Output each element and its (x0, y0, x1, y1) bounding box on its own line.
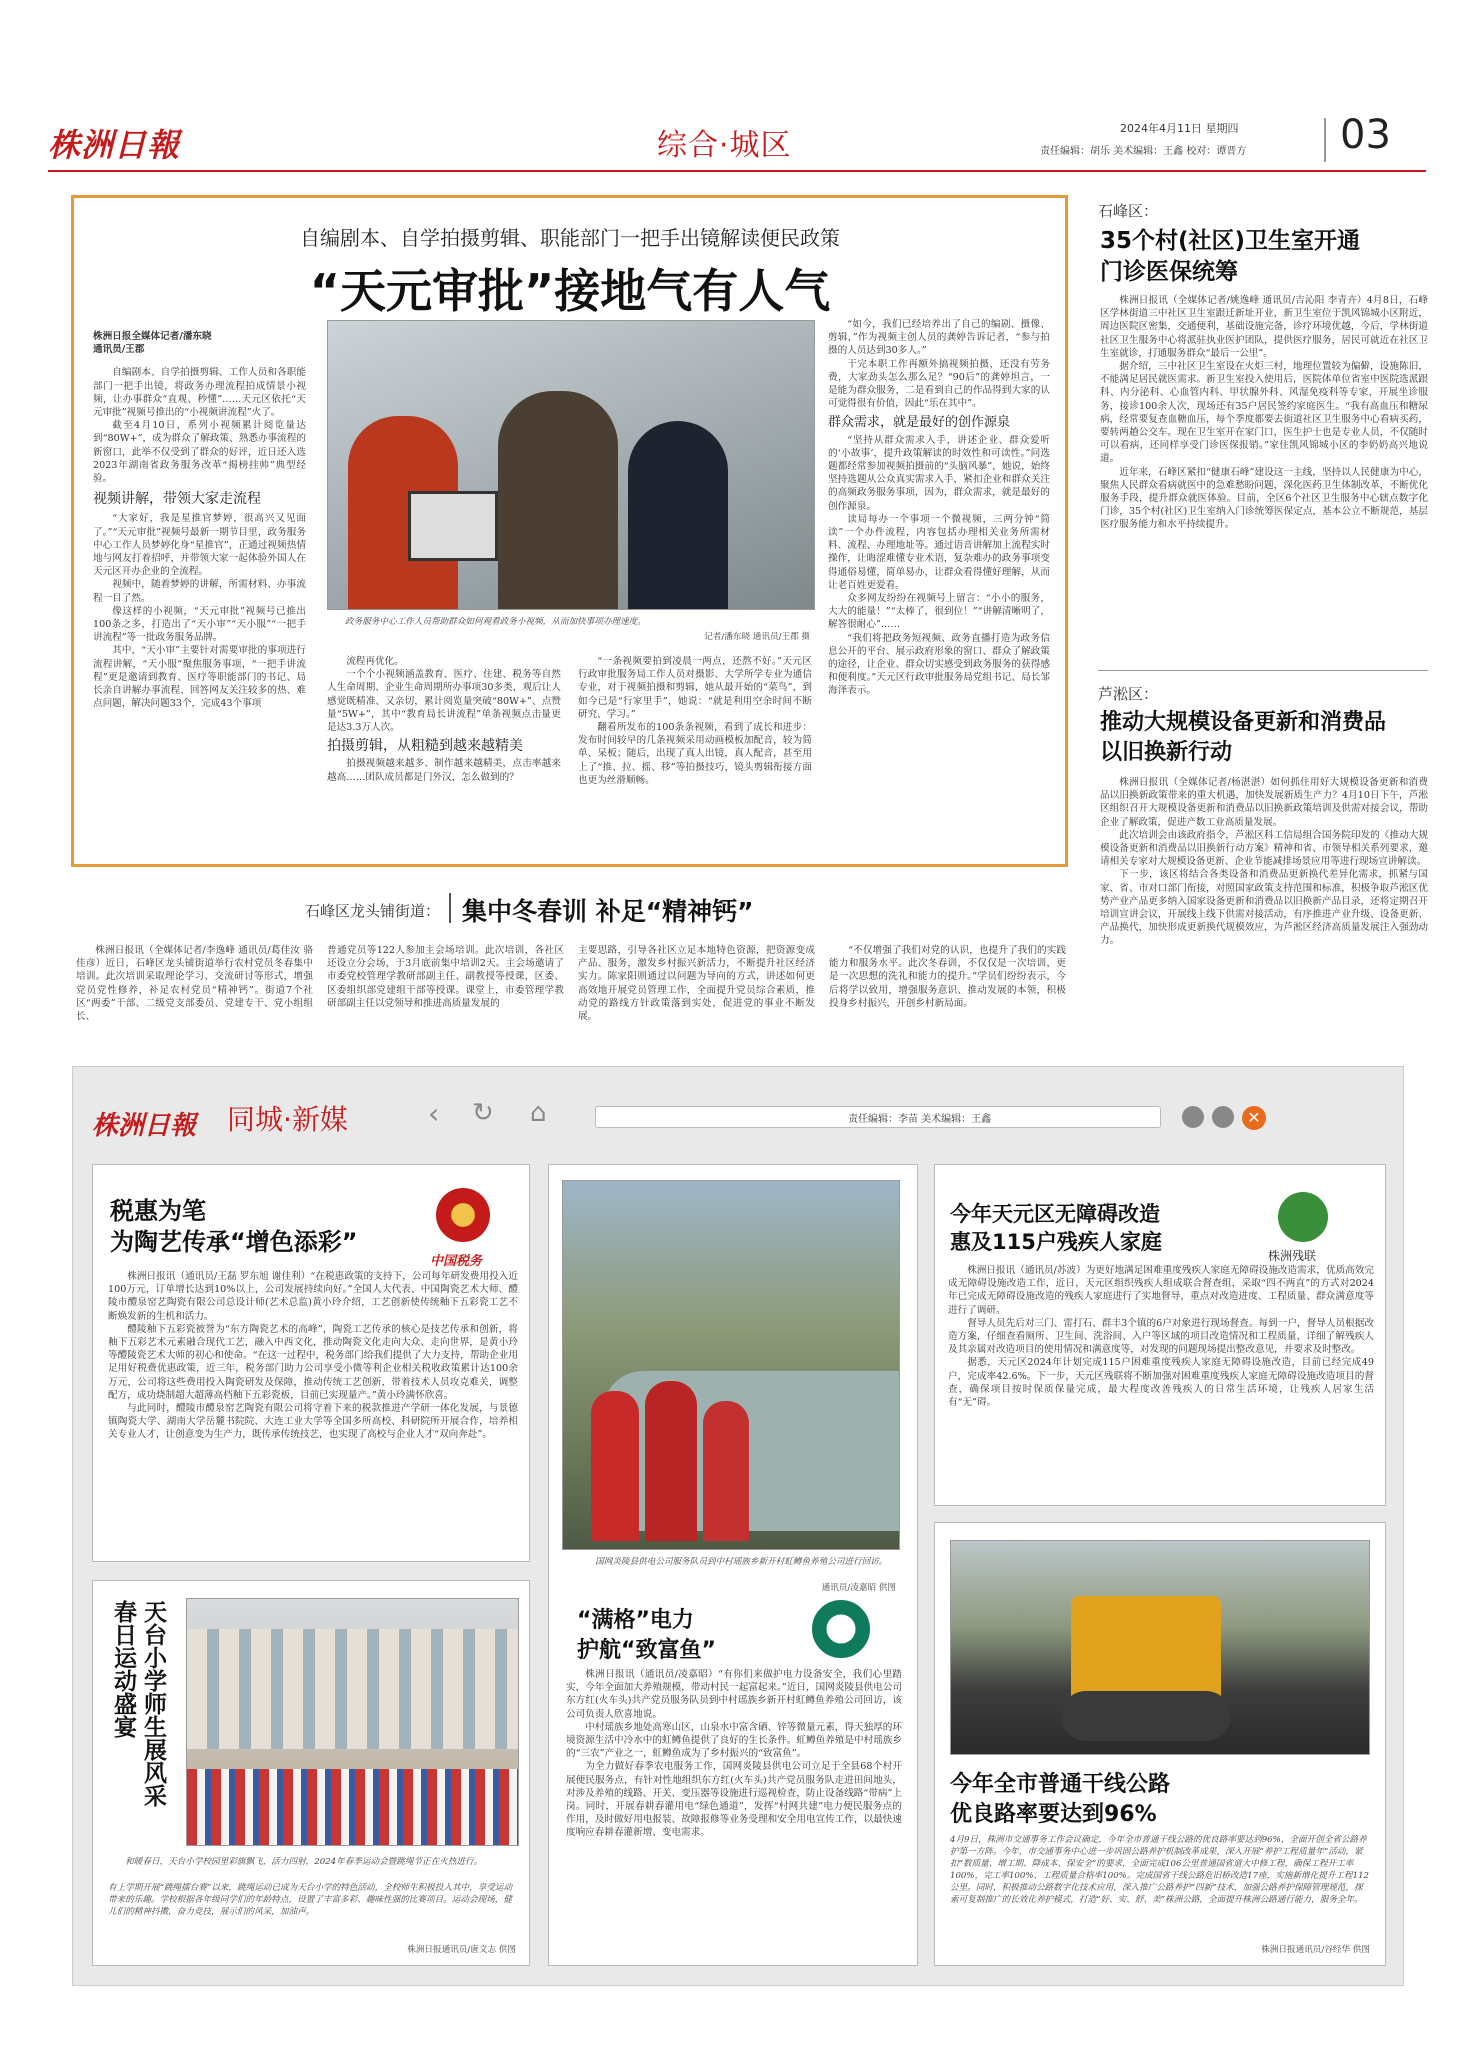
lead-photo-credit: 记者/潘东晓 通讯员/王郡 摄 (704, 632, 810, 642)
disabled-paragraph: 株洲日报讯（通讯员/苏波）为更好地满足困难重度残疾人家庭无障碍设施改造需求，优质高效完成无障碍设施改造工作，近日，天元区组织残疾人组成联合督查组，采取“四不两直”的方式对2024年已完成无障碍设施改造的残疾人家庭进行了实地督导，重点对改造进度、工程质量、群众满意度等进行了调研。 (948, 1265, 1374, 1316)
lead-paragraph: “坚持从群众需求入手，讲述企业、群众爱听的‘小故事’，提升政策解读的时效性和可读性。”问选题都经常参加视频拍摄前的“头脑风暴”，她说，始终坚持选题从公众真实需求入手，紧扣企业和群众关注的高频政务服务事项，因为，群众需求，就是最好的创作源泉。 (828, 434, 1050, 512)
lead-paragraph: “如今，我们已经培养出了自己的编剧、摄像、剪辑，”作为视频主创人员的龚婷告诉记者，“参与拍摄的人员达到30多人。” (828, 319, 1050, 357)
tax-logo-text: 中国税务 (430, 1254, 483, 1269)
longtou-col-1: 株洲日报讯（全媒体记者/李逸峰 通讯员/葛佳汝 骆佳彦）近日，石峰区龙头铺街道举行农村党员冬春集中培训。此次培训采取理论学习、交流研讨等形式，增强党员党性修养，补足农村党员“精神钙”。街道7个社区“两委”干部、二级党支部委员、党建专干、党小组组长、 (76, 945, 313, 1023)
power-headline: “满格”电力 护航“致富鱼” (577, 1608, 716, 1663)
lead-paragraph: 自编剧本、自学拍摄剪辑、工作人员和各职能部门一把手出镜，将政务办理流程拍成情景小视频，让办事群众“直观、秒懂”……天元区依托“天元审批”视频号推出的“小视频讲流程”火了。 (93, 367, 306, 419)
lead-paragraph: 翻看所发布的100条条视频，看到了成长和进步：发布时间较早的几条视频采用动画模板加配音，较为简单、呆板；随后，出现了真人出镜，真人配音，甚至用上了“推、拉、摇、移”等拍摄技巧，镜头剪辑衔接方面也更为丝滑顺畅。 (578, 722, 812, 786)
road-headline: 今年全市普通干线公路 优良路率要达到96% (950, 1772, 1171, 1827)
lead-paragraph: 像这样的小视频，“天元审批”视频号已推出100条之多，打造出了“天小审”“天小服”“一把手讲流程”等一批政务服务品牌。 (93, 605, 306, 644)
tax-headline: 税惠为笔 为陶艺传承“增色添彩” (110, 1197, 358, 1256)
photo-students (187, 1769, 519, 1846)
page-editors: 责任编辑：胡乐 美术编辑：王鑫 校对：谭晋方 (1040, 146, 1247, 157)
school-body: 有上学期开展“跳绳擂台赛”以来，跳绳运动已成为天台小学的特色活动，全校师生积极投入其中，享受运动带来的乐趣。学校根据各年级同学们的年龄特点，设置了丰富多彩、趣味性强的比赛项目。运动会现场，健儿们的精神抖擞，奋力竞技，展示们的风采，加油声。 (108, 1883, 513, 1917)
lead-column-3 (578, 655, 812, 787)
shifeng-headline: 35个村(社区)卫生室开通门诊医保统筹 (1100, 228, 1361, 285)
road-photo (950, 1540, 1370, 1755)
lead-byline-1: 株洲日报全媒体记者/潘东晓 (93, 331, 212, 342)
tax-paragraph: 醴陵釉下五彩瓷被誉为“东方陶瓷艺术的高峰”，陶瓷工艺传承的核心是技艺传承和创新，将釉下五彩艺术元素融合现代工艺，融入中西文化，推动陶瓷文化走向大众、走向世界，是黄小玲等醴陵瓷艺术大师的初心和使命。“在这一过程中，税务部门给我们提供了大力支持，帮助企业用足用好税费优惠政策，近三年，税务部门助力公司享受小微等利企业相关税收政策累计达100余万元，公司将这些费用投入陶瓷研发及保障，推动传统工艺创新，带着技术人员攻克难关，调整配方，成功烧制超大超薄高档釉下五彩瓷板，目前已实现量产。”黄小玲满怀欣喜。 (108, 1323, 518, 1401)
window-close-icon[interactable]: ✕ (1242, 1106, 1266, 1130)
school-headline: 天台小学师生展风采 春日运动盛宴 (110, 1600, 166, 1807)
lead-paragraph: 干完本职工作再额外搞视频拍摄，还没有劳务费，大家劲头怎么那么足？“90后”的龚婷坦言，一是能为群众服务，二是看到自己的作品得到大家的认可觉得很有价值，因此“乐在其中”。 (828, 358, 1050, 410)
tax-body (108, 1270, 518, 1442)
tax-paragraph: 株洲日报讯（通讯员/王磊 罗东旭 谢佳利）“在税惠政策的支持下，公司每年研发费用投入近100万元，订单增长达到10%以上，公司发展持续向好。”全国人大代表、中国陶瓷艺术大师、醴陵市醴泉窑艺陶瓷有限公司总设计师(艺术总监)黄小玲介绍，工艺创新使传统釉下五彩瓷工艺不断焕发新的生机和活力。 (108, 1271, 518, 1322)
tax-emblem-icon (436, 1188, 490, 1242)
lead-headline: “天元审批”接地气有人气 (309, 264, 831, 318)
shifeng-paragraph: 近年来，石峰区紧扣“健康石峰”建设这一主线，坚持以人民健康为中心，聚焦人民群众看病就医中的急难愁盼问题，深化医药卫生体制改革，不断优化服务手段，提升群众就医体验。目前，全区6个社区卫生服务中心辖点数字化门诊，35个村(社区)卫生室纳入门诊统筹医保定点，基本公立不断规范，基层医疗服务能力和水平持续提升。 (1100, 466, 1428, 531)
tongcheng-editors: 责任编辑：李苗 美术编辑：王鑫 (848, 1114, 992, 1125)
lead-column-4 (828, 318, 1050, 698)
disabled-headline: 今年天元区无障碍改造 惠及115户残疾人家庭 (950, 1202, 1162, 1254)
road-body: 4月9日，株洲市交通事务工作会议确定，今年全市普通干线公路的优良路率要达到96%，全面开创全省公路养护第一方阵。今年，市交通事务中心进一步巩固公路养护机制改革成果，深入开展“养护工程质量年”活动，紧扣“数质量、增工期、降成本、保安全”的要求，全面完成106公里普通国省道大中修工程，确保工程开工率100%，完工率100%、工程质量合格率100%。完成国省干线公路危旧桥改造17座，实施新增化提升工程112公里。同时，积极推动公路数字化技术应用，深入推广公路养护“四新”技术，加强公路养护保障管理规范，探索可复制推广的长效化养护模式，打造“好、实、舒、美”株洲公路，全面提升株洲公路通行能力，服务全年。 (950, 1835, 1370, 1905)
power-photo-credit: 通讯员/凌嘉昭 供图 (821, 1583, 896, 1593)
photo-building (187, 1629, 519, 1749)
header-divider (1324, 118, 1326, 162)
browser-refresh-icon[interactable]: ↻ (472, 1098, 494, 1128)
tax-paragraph: 与此同时，醴陵市醴泉窑艺陶瓷有限公司将守着下来的税款推进产学研一体化发展，与景德镇陶瓷大学、湖南大学岳麓书院院、大连工业大学等全国多所高校、科研院所开展合作，培养相关专业人才，让创意变为生产力，既传承传统技艺，也实现了高校与企业人才“双向奔赴”。 (108, 1403, 518, 1441)
tongcheng-logo: 株洲日報 (92, 1111, 197, 1141)
lusong-headline: 推动大规模设备更新和消费品以旧换新行动 (1100, 710, 1387, 765)
lusong-body (1100, 776, 1428, 948)
power-paragraph: 中村瑶族乡地处高寒山区，山泉水中富含硒、锌等微量元素，得天独厚的环境资源生活中冷水中的虹鳟鱼提供了良好的生长条件。虹鳟鱼养殖是中村瑶族乡的“三农”产业之一，虹鳟鱼成为了乡村振兴的“致富鱼”。 (566, 1721, 902, 1760)
photo-monitor (408, 491, 498, 561)
lead-paragraph: 视频中，随着梦婷的讲解，所需材料、办事流程一目了然。 (93, 579, 306, 604)
lead-paragraph: 其中，“天小审”主要针对需要审批的事项进行流程讲解，“天小服”聚焦服务事项，“一把手讲流程”更是邀请到教育、医疗等职能部门的书记、局长亲自讲解办事流程、回答网友关注较多的热、难点问题，解决问题33个，完成43个事项 (93, 645, 306, 710)
lead-column-2 (327, 655, 561, 784)
photo-person-center (498, 391, 618, 610)
disabled-federation-logo-icon (1278, 1192, 1328, 1242)
lusong-paragraph: 株洲日报讯（全媒体记者/杨湛湛）如何抓住用好大规模设备更新和消费品以旧换新政策带来的重大机遇，加快发展新质生产力？4月10日下午，芦淞区组织召开大规模设备更新和消费品以旧换新政策培训及供需对接会议，帮助企业了解政策，促进产数工业高质量发展。 (1100, 777, 1428, 828)
lead-byline-2: 通讯员/王郡 (93, 344, 145, 356)
photo-worker-2 (645, 1381, 697, 1541)
photo-person-right (628, 421, 728, 610)
disabled-paragraph: 据悉，天元区2024年计划完成115户困难重度残疾人家庭无障碍设施改造，目前已经完成49户，完成率42.6%。下一步，天元区残联将不断加强对困难重度残疾人家庭无障碍设施改造项目的督查，确保项目按时保质保量完成，最大程度改善残疾人的日常生活环境，让残疾人居家生活有“无”碍。 (948, 1357, 1374, 1409)
right-column-divider (1098, 670, 1428, 671)
issue-date: 2024年4月11日 星期四 (1120, 122, 1239, 135)
lead-paragraph: “我们将把政务短视频、政务直播打造为政务信息公开的平台、展示政府形象的窗口、群众了解政策的途径，让企业、群众切实感受到政务服务的获得感和便利度。”天元区行政审批服务局党组书记、局长邹海泽表示。 (828, 632, 1050, 697)
longtou-region: 石峰区龙头铺街道： (305, 902, 441, 920)
window-maximize-icon[interactable] (1212, 1106, 1234, 1128)
browser-back-icon[interactable]: ‹ (428, 1097, 440, 1130)
disabled-body (948, 1264, 1374, 1409)
lead-photo-caption: 政务服务中心工作人员帮助群众如何观看政务小视频，从而加快事项办理速度。 (345, 617, 646, 627)
page-section-title: 综合·城区 (657, 128, 792, 163)
state-grid-logo-icon (812, 1600, 870, 1658)
longtou-col-4: “不仅增强了我们对党的认识，也提升了我们的实践能力和服务水平。此次冬春训，不仅仅是一次培训，更是一次思想的洗礼和能力的提升。”学员们纷纷表示，今后将学以致用，增强服务意识、推动发展的本领，积极投身乡村振兴，开创乡村新局面。 (829, 945, 1066, 1009)
school-credit: 株洲日报通讯员/唐文志 供图 (407, 1945, 516, 1955)
lead-photo (327, 320, 815, 610)
lead-paragraph: 截至4月10日，系列小视频累计阅览量达到“80W+”，成为群众了解政策、熟悉办事流程的新窗口，此举不仅受到了群众的好评，近日还入选2023年湖南省政务服务改革“揭榜挂帅”典型经验。 (93, 420, 306, 485)
longtou-col-2: 普通党员等122人参加主会场培训。此次培训，各社区还设立分会场，于3月底前集中培训2天。主会场邀请了市委党校管理学教研部副主任、副教授等授课，区委、区委组织部党建组干部等授课。课堂上，市委管理学教研部副主任以党领导和推进高质量发展的 (327, 945, 564, 1009)
lusong-region: 芦淞区： (1098, 685, 1159, 703)
browser-home-icon[interactable]: ⌂ (530, 1098, 547, 1128)
power-photo-caption: 国网炎陵县供电公司服务队员到中村瑶族乡新开村虹鳟鱼养殖公司进行回访。 (595, 1557, 888, 1567)
newspaper-logo: 株洲日報 (48, 126, 181, 164)
shifeng-paragraph: 据介绍，三中社区卫生室设在火炬三村，地理位置较为偏僻，设施陈旧，不能满足居民就医需求。新卫生室投入使用后，医院体单位省室中医院选派跟科、内分泌科、心血管内科、甲状腺外科、风湿免疫科等专家，开展坐诊服务，接诊100余人次，现场还有35户居民签约家庭医生。“我有高血压和糖尿病，经常要复查血糖血压，每个季度都要去街道社区卫生服务中心看病买药，要转两趟公交车。现在卫生室开在家门口，医生护士也是专业人员，不仅随时可以看病，还同样享受门诊医保报销。”家住凯风锦城小区的李奶奶高兴地说道。 (1100, 361, 1428, 465)
shifeng-region: 石峰区： (1098, 202, 1159, 220)
lead-paragraph: “一条视频要拍到凌晨一两点，还熬不好。”天元区行政审批服务局工作人员对摄影、大学所学专业为通信专业，对于视频拍摄和剪辑，她从最开始的“菜鸟”，到如今已是“行家里手”，她说：“就是利用空余时间不断研究、学习。” (578, 656, 812, 720)
page-number: 03 (1340, 112, 1391, 158)
lead-kicker: 自编剧本、自学拍摄剪辑、职能部门一把手出镜解读便民政策 (300, 226, 840, 250)
lead-subhead-1: 视频讲解，带领大家走流程 (93, 491, 261, 508)
power-paragraph: 为全力做好春季农电服务工作，国网炎陵县供电公司立足于全县68个村开展便民服务点，有针对性地组织东方红(火车头)共产党员服务队走进田间地头，对涉及养殖的线路、开关、变压器等设施进行巡视检查，防止设备线路“带病”上岗。同时，开展春耕春灌用电“绿色通道”，发挥“村网共建”电力便民服务点的作用，及时做好用电报装、故障报修等业务受理和安全用电宣传工作，以最快速度响应春耕春灌新增、变电需求。 (566, 1761, 902, 1839)
lead-paragraph: 读局每办一个事项一个微视频，三两分钟“简读”一个办件流程，内容包括办理相关业务所需材料、流程、办理地址等。通过语音讲解加上流程实时操作，让晦涩难懂专业术语，复杂难办的政务事项变得通俗易懂，简单易办，让群众看得懂好理解，从而让老百姓更爱看。 (828, 513, 1050, 591)
lead-column-1 (93, 330, 306, 710)
lead-paragraph: “大家好，我是星推官梦婷，很高兴又见面了。”“天元审批”视频号最新一期节目里，政务服务中心工作人员梦婷化身“星推官”，正通过视频热情地与网友打着招呼，并带领大家一起体验外国人在天元区开办企业的全流程。 (93, 513, 306, 578)
lead-subhead-2: 拍摄剪辑，从粗糙到越来越精美 (327, 738, 523, 755)
tongcheng-section: 同城·新媒 (227, 1103, 348, 1136)
header-rule (48, 170, 1426, 172)
lusong-paragraph: 下一步，该区将结合各类设备和消费品更新换代差异化需求，抓紧与国家、省、市对口部门衔接，对照国家政策支持范围和标准，积极争取芦淞区优势产业产品更多纳入国家设备更新和消费品以旧换新产品目录，还将定期召开培训宣讲会议，开展线上线下供需对接活动，有序推进产业升级、设备更新、产品换代，加快形成更新换代规模效应，为芦淞区经济高质量发展注入强劲动力。 (1100, 869, 1428, 947)
lead-paragraph: 众多网友纷纷在视频号上留言：“小小的服务，大大的能量！”“太棒了，很到位！”“讲解清晰明了，解答很耐心”…… (828, 593, 1050, 631)
photo-worker-1 (591, 1391, 639, 1541)
window-minimize-icon[interactable] (1182, 1106, 1204, 1128)
lusong-paragraph: 此次培训会由该政府指令，芦淞区科工信局组合国务院印发的《推动大规模设备更新和消费品以旧换新行动方案》精神和省、市领导相关系列要求，邀请相关专家对大规模设备更新、企业节能减排场景应用等进行现场宣讲解读。 (1100, 829, 1428, 868)
power-photo (562, 1180, 900, 1550)
shifeng-paragraph: 株洲日报讯（全媒体记者/姚逸峰 通讯员/吉沁阳 李青卉）4月8日，石峰区学林街道三中社区卫生室跟迁新址开业，新卫生室位于凯风锦城小区附近，周边医院区密集，交通便利，基础设施完备，诊疗环境优越，今后，学林街道社区卫生服务中心将派驻执业医护团队，提供医疗服务，居民可就近在社区卫生室就诊，打通服务群众“最后一公里”。 (1100, 295, 1428, 359)
lead-paragraph: 一个个小视频涵盖教育、医疗、住建、税务等自然人生命周期、企业生命周期所办事项30多类，观后让人感觉既精准、又亲切，累计阅览量突破“80W+”、点赞量“5W+”，其中“教育局长讲流程”单条视频点击量更是达3.3万人次。 (327, 669, 561, 734)
lead-paragraph: 拍摄视频越来越多、制作越来越精美，点击率越来越高……团队成员都是门外汉，怎么做到的？ (327, 758, 561, 783)
disabled-paragraph: 督导人员先后对三门、雷打石、群丰3个镇的6户对象进行现场督查。每到一户，督导人员根据改造方案，仔细查看厕所、卫生间、洗浴间、入户等区域的项目改造情况和工程质量，详细了解残疾人及其亲属对改造项目的使用情况和满意度等，对发现的问题现场提出整改意见，并要求及时整改。 (948, 1317, 1374, 1356)
lead-subhead-3: 群众需求，就是最好的创作源泉 (828, 415, 1011, 431)
power-paragraph: 株洲日报讯（通讯员/凌嘉昭）“有你们来做护电力设备安全，我们心里踏实，今年全面加大养殖规模，带动村民一起富起来。”近日，国网炎陵县供电公司东方红(火车头)共产党员服务队员到中村瑶族乡新开村虹鳟鱼养殖公司回访，该公司负责人欣喜地说。 (566, 1669, 902, 1720)
school-photo (186, 1598, 519, 1846)
power-body (566, 1668, 902, 1840)
lead-paragraph: 流程再优化。 (346, 656, 404, 667)
photo-worker-3 (703, 1401, 749, 1541)
road-credit: 株洲日报通讯员/谷经华 供图 (1261, 1945, 1370, 1955)
longtou-headline: 集中冬春训 补足“精神钙” (462, 897, 754, 926)
longtou-divider-bar (449, 893, 451, 923)
longtou-col-3: 主要思路，引导各社区立足本地特色资源，把资源变成产品、服务，激发乡村振兴新活力，不断提升社区经济实力。陈家阳则通过以问题为导向的方式，讲述如何更高效地开展党员管理工作，全面提升党员综合素质，推动党的路线方针政策落到实处，促进党的事业不断发展。 (578, 945, 815, 1023)
photo-roller-drum (1061, 1691, 1231, 1741)
school-caption: 和暖春日，天台小学校园里彩旗飘飞，活力四射，2024年春季运动会暨跳绳节正在火热进行。 (125, 1857, 483, 1867)
disabled-logo-text: 株洲残联 (1268, 1249, 1317, 1263)
shifeng-body (1100, 294, 1428, 532)
